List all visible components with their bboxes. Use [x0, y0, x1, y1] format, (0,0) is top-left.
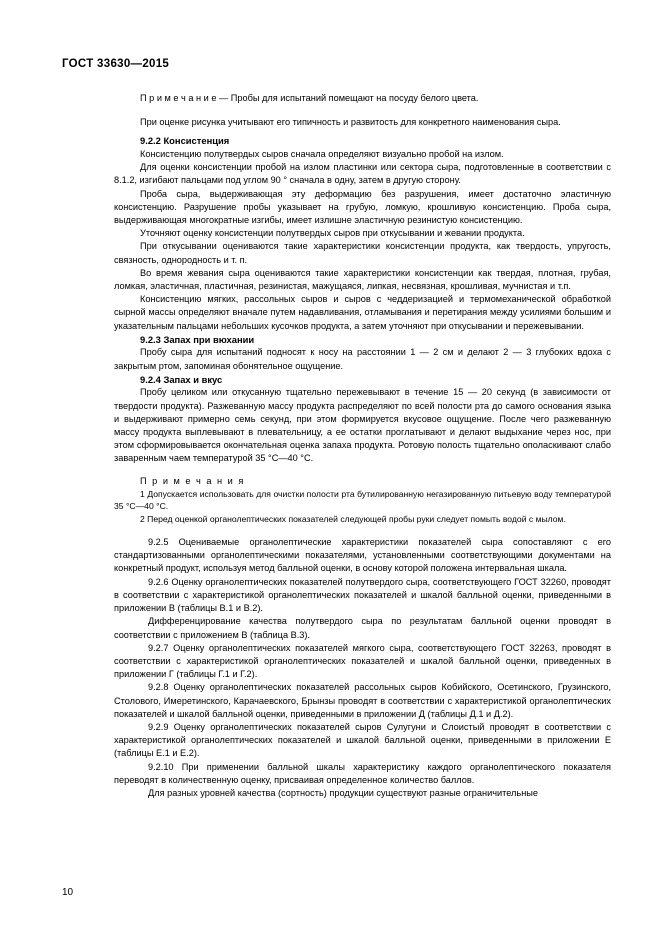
- heading-9-2-4: 9.2.4 Запах и вкус: [140, 373, 223, 385]
- paragraph-9-2-2-4: Уточняют оценку консистенции полутвердых сыров при откусывании и жевании продукта.: [140, 228, 525, 239]
- heading-9-2-3: 9.2.3 Запах при вюхании: [140, 333, 255, 345]
- paragraph-9-2-6-2: Дифференцирование качества полутвердого сыра по результатам балльной оценки проводят в соответствии с приложением В (таблица В.3).: [114, 616, 611, 640]
- note-item-2: 2 Перед оценкой органолептических показателей следующей пробы руки следует помыть водой с мылом.: [140, 513, 566, 524]
- note-item-1: 1 Допускается использовать для очистки полости рта бутилированную негазированную питьевую воду температурой 35 °С—40 °С.: [114, 488, 611, 512]
- paragraph-9-2-3-1: Пробу сыра для испытаний подносят к носу на расстоянии 1 — 2 см и делают 2 — 3 глубоких вдоха с закрытым ртом, запоминая обонятельное ощущение.: [114, 347, 611, 371]
- notes-block: [114, 475, 611, 525]
- page-number: 10: [62, 887, 74, 898]
- paragraph-9-2-10-2: Для разных уровней качества (сортность) продукции существуют разные ограничительные: [148, 787, 538, 798]
- notes-title: П р и м е ч а н и я: [140, 475, 245, 486]
- paragraph-9-2-9: 9.2.9 Оценку органолептических показателей сыров Сулугуни и Слоистый проводят в соответствии с характеристикой органолептических показателей и шкалой балльной оценки, приведенными в приложении Е (таблицы Е.1 и Е.2).: [114, 721, 611, 759]
- document-header: ГОСТ 33630—2015: [62, 58, 170, 70]
- paragraph-9-2-4-1: Пробу целиком или откусанную тщательно пережевывают в течение 15 — 20 секунд (в зависимости от твердости продукта). Разжеванную массу продукта распределяют по всей полости рта до самого основания языка и выдерживают примерно семь секунд, при этом формируется вкусовое ощущение. После чего разжеванную массу продукта выплевывают в плевательницу, а ее остатки проглатывают и делают выдыхание через нос, при этом сформировывается окончательная оценка запаха продукта. Ротовую полость тщательно ополаскивают слабо заваренным чаем температурой 35 °С—40 °С.: [114, 387, 611, 464]
- paragraph-9-2-10-1: 9.2.10 При применении балльной шкалы характеристику каждого органолептического показателя переводят в количественную оценку, присваивая определенное количество баллов.: [114, 761, 611, 785]
- paragraph-9-2-7: 9.2.7 Оценку органолептических показателей мягкого сыра, соответствующего ГОСТ 32263, проводят в соответствии с характеристикой органолептических показателей и шкалой балльной оценки, приведенных в приложении Г (таблицы Г.1 и Г.2).: [114, 642, 611, 680]
- paragraph-picture-evaluation: При оценке рисунка учитывают его типичность и развитость для конкретного наименования сыра.: [140, 117, 561, 128]
- paragraph-9-2-2-1: Консистенцию полутвердых сыров сначала определяют визуально пробой на излом.: [140, 149, 504, 159]
- paragraph-9-2-8: 9.2.8 Оценку органолептических показателей рассольных сыров Кобийского, Осетинского, Грузинского, Столового, Имеретинского, Карачаевского, Брынзы проводят в соответствии с характеристикой органолептических показателей и шкалой балльной оценки, приведенными в приложении Д (таблицы Д.1 и Д.2).: [114, 682, 611, 719]
- heading-9-2-2: 9.2.2 Консистенция: [140, 135, 230, 147]
- paragraph-9-2-6-1: 9.2.6 Оценку органолептических показателей полутвердого сыра, соответствующего ГОСТ 32260, проводят в соответствии с характеристикой органолептических показателей и шкалой балльной оценки, приведенными в приложении В (таблицы В.1 и В.2).: [114, 576, 611, 614]
- document-body: [114, 92, 611, 800]
- paragraph-9-2-5: 9.2.5 Оцениваемые органолептические характеристики показателей сыра сопоставляют с его стандартизованными органолептическими показателями, установленными соответствующими документами на конкретный продукт, используя метод балльной оценки, в основу которой положена интервальная шкала.: [114, 537, 611, 574]
- paragraph-9-2-2-7: Консистенцию мягких, рассольных сыров и сыров с чеддеризацией и термомеханической обработкой сырной массы определяют вначале путем надавливания, отламывания и перетирания между усилиями большим и указательным пальцами небольших кусочков продукта, а затем уточняют при откусывании и пережевывании.: [114, 294, 611, 331]
- paragraph-9-2-2-6: Во время жевания сыра оцениваются такие характеристики консистенции как твердая, плотная, грубая, ломкая, эластичная, пластичная, резинистая, мажущаяся, липкая, несвязная, крошливая, мучнистая и т.п.: [114, 267, 611, 292]
- paragraph-9-2-2-2: Для оценки консистенции пробой на излом пластинки или сектора сыра, подготовленные в соответствии с 8.1.2, изгибают пальцами под углом 90 ° сначала в одну, затем в другую сторону.: [114, 162, 611, 186]
- paragraph-9-2-2-3: Проба сыра, выдерживающая эту деформацию без разрушения, имеет достаточно эластичную консистенцию. Разрушение пробы указывает на грубую, ломкую, крошливую консистенцию. Проба сыра, выдерживающая многократные изгибы, имеет излишне эластичную резинистую консистенцию.: [114, 188, 611, 226]
- note-white-dish: П р и м е ч а н и е — Пробы для испытаний помещают на посуду белого цвета.: [140, 93, 479, 103]
- paragraph-9-2-2-5: При откусывании оцениваются такие характеристики консистенции продукта, как твердость, упругость, связность, однородность и т. п.: [114, 241, 611, 265]
